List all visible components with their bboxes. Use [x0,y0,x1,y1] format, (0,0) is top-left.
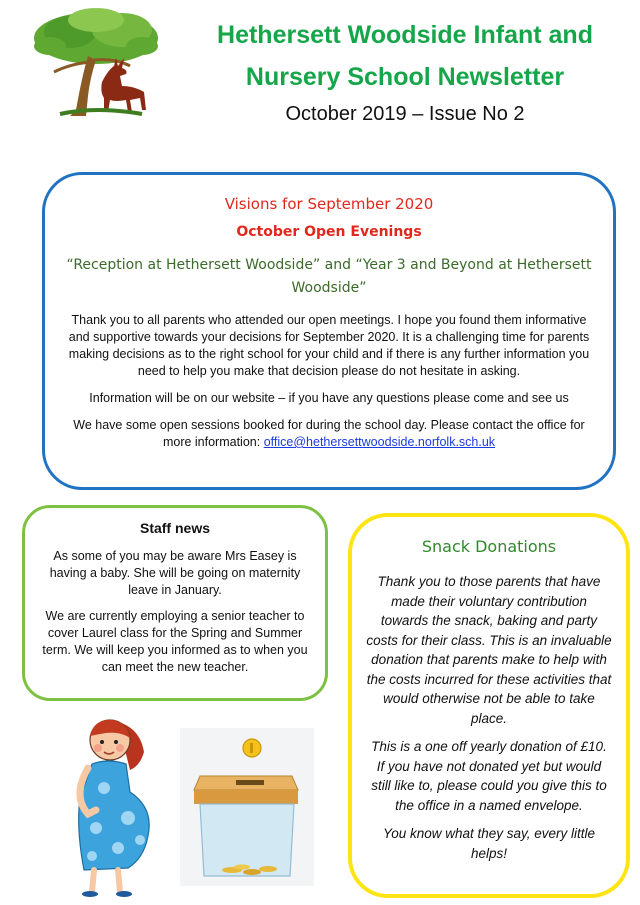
visions-paragraph-3 [63,417,595,451]
snack-donations-heading: Snack Donations [421,537,557,556]
masthead [185,14,625,128]
visions-panel [42,172,616,490]
snack-paragraph-3: You know what they say, every little helps! [382,826,596,861]
snack-paragraph-1: Thank you to those parents that have made their voluntary contribution towards the snack, baking and party costs for their class. This is an invaluable donation that parents make to help with the costs incurred for these activities that would otherwise not be able to take place. [366,574,612,726]
staff-news-paragraph-1: As some of you may be aware Mrs Easey is having a baby. She will be going on maternity leave in January. [49,549,301,597]
open-evenings-quote: “Reception at Hethersett Woodside” and “Year 3 and Beyond at Hethersett Woodside” [66,257,592,296]
staff-news-heading: Staff news [139,520,210,536]
issue-label: October 2019 – Issue No 2 [285,103,525,125]
snack-donations-panel [348,513,630,898]
snack-paragraph-2: This is a one off yearly donation of £10. If you have not donated yet but would still like to, please could you give this to the office in a named envelope. [371,739,607,813]
visions-paragraph-1: Thank you to all parents who attended our open meetings. I hope you found them informative and supportive towards your decisions for September 2020. It is a challenging time for parents making decisions as to the right school for your child and if there is any further information you need to help you make that decision please do not hesitate in asking. [68,313,590,378]
open-evenings-heading: October Open Evenings [236,224,422,240]
contact-text: We have some open sessions booked for during the school day. Please contact the office for more information: [73,418,585,449]
school-logo-tree-deer-icon [30,6,162,124]
newsletter-title-line2: Nursery School Newsletter [245,63,565,91]
staff-news-panel [22,505,328,701]
donation-jar-icon [180,728,314,886]
pregnant-woman-icon [48,708,160,898]
staff-news-paragraph-2: We are currently employing a senior teacher to cover Laurel class for the Spring and Summer term. We will keep you informed as to when you can meet the new teacher. [42,609,308,674]
office-email-link[interactable]: office@hethersettwoodside.norfolk.sch.uk [263,435,496,449]
visions-paragraph-2: Information will be on our website – if you have any questions please come and see us [89,391,569,405]
visions-heading: Visions for September 2020 [224,195,434,213]
newsletter-title-line1: Hethersett Woodside Infant and [217,21,593,49]
